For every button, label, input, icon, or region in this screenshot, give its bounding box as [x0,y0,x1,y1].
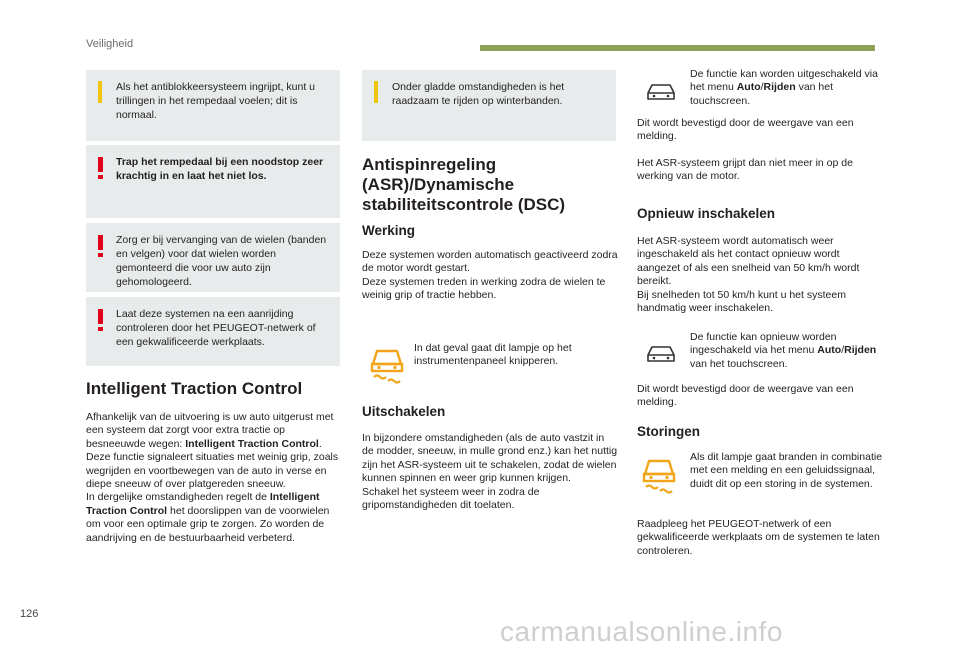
itc-text: het doorslippen van de voorwielen om voor een optimale grip te zorgen. Zo worden de aandrijving en de bestuurbaarheid verbeterd. [86,504,330,544]
warning-box-collision [86,297,340,366]
menu-separator: / [841,344,845,357]
uitschakelen-heading: Uitschakelen [362,404,446,419]
opnieuw-text: Bij snelheden tot 50 km/h kunt u het systeem handmatig weer inschakelen. [637,288,846,315]
confirm-text: Dit wordt bevestigd door de weergave van een melding. [637,117,854,143]
asr-dsc-heading: Antispinregeling (ASR)/Dynamische stabiliteitscontrole (DSC) [362,155,566,214]
warning-text: Zorg er bij vervanging van de wielen (banden en velgen) voor dat wielen worden gemonteerd die voor uw auto zijn gehomologeerd. [116,234,327,288]
car-menu-icon [646,82,676,107]
info-box-winter-tyres [362,70,616,141]
info-text: Als het antiblokkeersysteem ingrijpt, kunt u trillingen in het rempedaal voelen; dit is normaal. [116,81,316,121]
lamp-description: In dat geval gaat dit lampje op het instrumentenpaneel knipperen. [414,342,572,368]
itc-bold-name: Intelligent Traction Control [86,491,320,517]
info-marker-icon [370,79,384,105]
page-number: 126 [20,608,39,620]
werking-text: Deze systemen treden in werking zodra de wielen te weinig grip of tractie hebben. [362,275,606,302]
menu-rijden: Rijden [763,81,796,94]
header-accent-bar [480,45,875,51]
car-menu-icon [646,344,676,369]
watermark: carmanualsonline.info [500,616,783,647]
opnieuw-text: Het ASR-systeem wordt automatisch weer ingeschakeld als het contact opnieuw wordt aangezet of als een snelheid van 50 km/h wordt bereikt. [637,235,860,288]
menu-separator: / [760,81,764,94]
menu-auto: Auto [817,344,842,357]
storingen-heading: Storingen [637,424,700,439]
uitschakelen-text: Schakel het systeem weer in zodra de gripomstandigheden dit toelaten. [362,485,540,512]
itc-text: Afhankelijk van de uitvoering is uw auto uitgerust met een systeem dat zorgt voor extra tractie op besneeuwde wegen: [86,411,334,450]
storing-lamp-text: Als dit lampje gaat branden in combinatie met een melding en een geluidssignaal, duidt dit op een storing in de systemen. [690,451,883,490]
warning-box-emergency-stop [86,145,340,218]
asr-fault-lamp-icon [642,457,676,500]
opnieuw-body [637,235,882,315]
menu-auto: Auto [736,81,761,94]
confirm-text: Dit wordt bevestigd door de weergave van een melding. [637,383,854,409]
warning-exclamation-icon [94,154,108,180]
menu-rijden: Rijden [844,344,877,357]
enable-text: van het touchscreen. [690,357,788,370]
uitschakelen-text: In bijzondere omstandigheden (als de auto vastzit in de modder, sneeuw, in mulle grond enz.) kan het nuttig zijn het ASR-systeem uit te schakelen, zodat de wielen kunnen spinnen en weer grip kunnen krijgen. [362,432,618,485]
enable-instruction [690,331,895,371]
itc-text: Deze functie signaleert situaties met weinig grip, zoals wegrijden en voortbewegen van de auto in verse en diepe sneeuw of over platgereden sneeuw. [86,451,339,491]
info-box-abs [86,70,340,141]
info-marker-icon [94,79,108,105]
storing-advice-text: Raadpleeg het PEUGEOT-netwerk of een gekwalificeerde werkplaats om de systemen te laten controleren. [637,518,880,557]
warning-box-wheels [86,223,340,292]
opnieuw-heading: Opnieuw inschakelen [637,206,776,221]
disable-text: De functie kan worden uitgeschakeld via het menu [690,68,878,94]
section-label: Veiligheid [86,38,134,50]
disable-instruction [690,68,895,108]
itc-text: In dergelijke omstandigheden regelt de [86,491,267,504]
itc-body [86,411,342,545]
uitschakelen-body [362,432,618,512]
werking-heading: Werking [362,223,416,238]
info-text: Onder gladde omstandigheden is het raadzaam te rijden op winterbanden. [392,81,565,107]
enable-text: De functie kan opnieuw worden ingeschakeld via het menu [690,331,837,357]
warning-text: Trap het rempedaal bij een noodstop zeer krachtig in en laat het niet los. [116,156,324,182]
itc-text: . [318,437,322,450]
werking-body [362,249,618,303]
asr-warning-lamp-icon [370,347,404,390]
warning-exclamation-icon [94,306,108,332]
werking-text: Deze systemen worden automatisch geactiveerd zodra de motor wordt gestart. [362,249,618,275]
disable-text: van het touchscreen. [690,81,834,107]
itc-bold-name: Intelligent Traction Control [185,437,319,450]
warning-exclamation-icon [94,232,108,258]
itc-heading: Intelligent Traction Control [86,379,303,398]
asr-off-text: Het ASR-systeem grijpt dan niet meer in op de werking van de motor. [637,157,853,183]
warning-text: Laat deze systemen na een aanrijding controleren door het PEUGEOT-netwerk of een gekwalificeerde werkplaats. [116,308,316,348]
